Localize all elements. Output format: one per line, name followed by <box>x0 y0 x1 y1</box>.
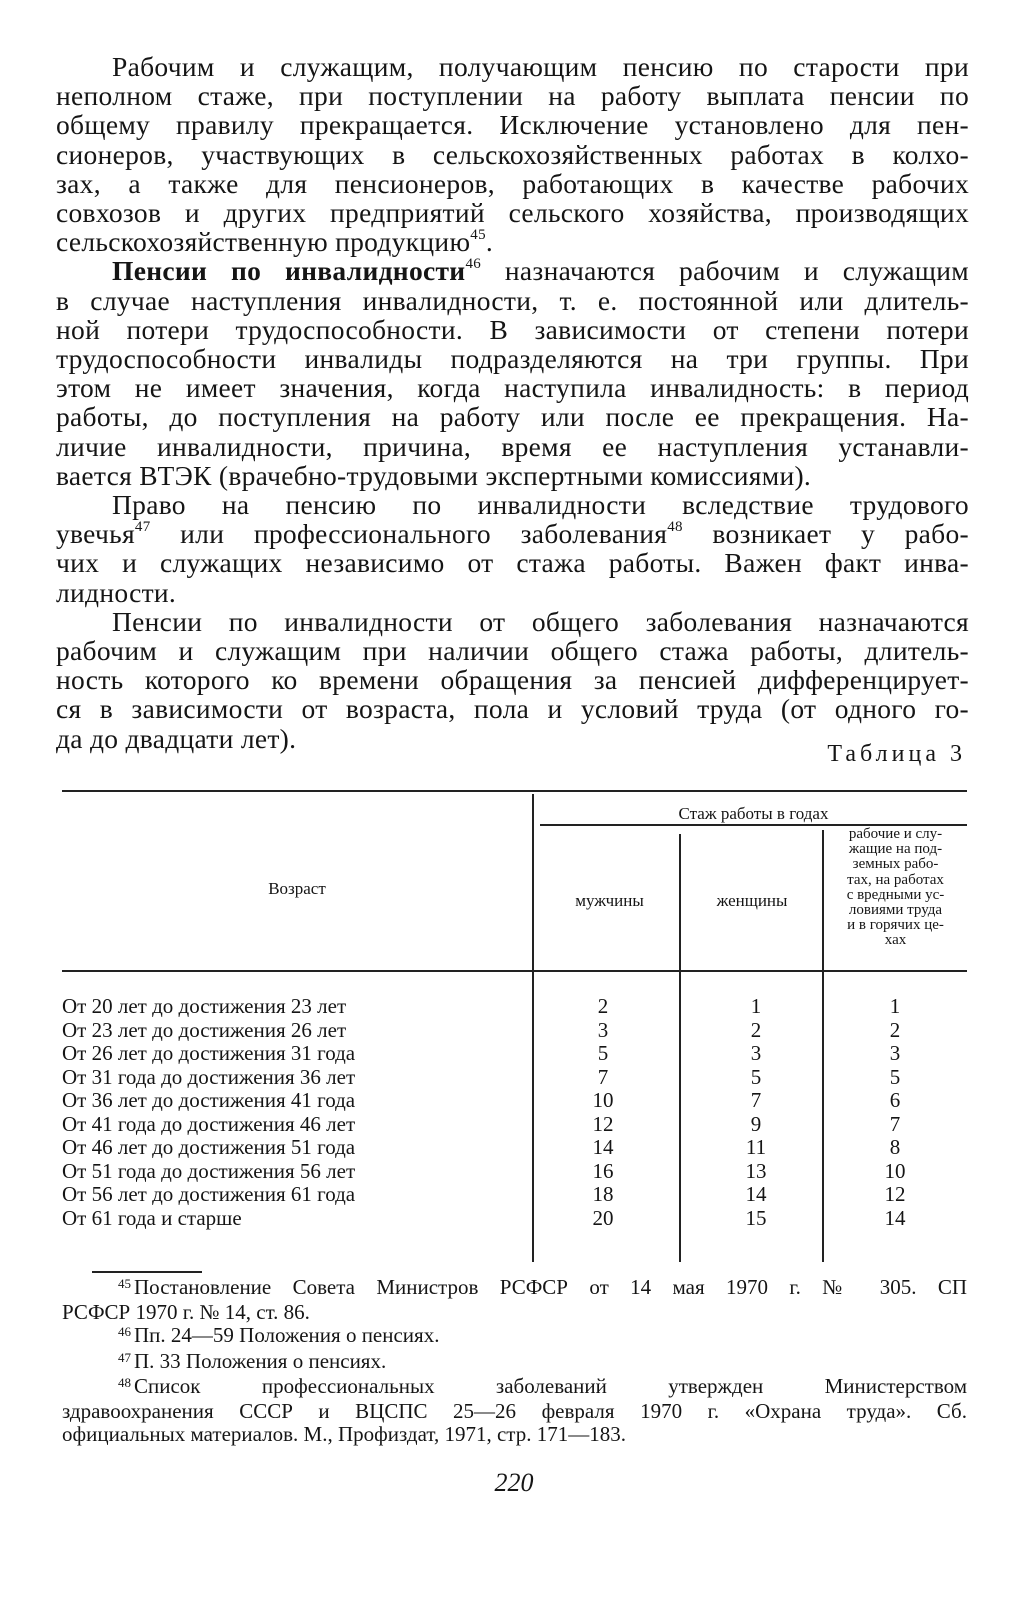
footnote-number: 46 <box>118 1324 131 1340</box>
header-special-line: жащие на под- <box>848 841 943 858</box>
text-line: чих и служащих независимо от стажа работы. Важен факт инва- <box>56 547 969 579</box>
men-cell: 10 <box>592 1088 614 1112</box>
table-row <box>62 1066 967 1090</box>
footnote-text: П. 33 Положения о пенсиях. <box>134 1348 387 1373</box>
women-cell: 5 <box>750 1064 762 1089</box>
special-cell: 12 <box>884 1182 906 1206</box>
age-cell: От 41 года до достижения 46 лет <box>62 1111 356 1136</box>
header-special-line: и в горячих це- <box>847 917 944 934</box>
special-cell: 3 <box>889 1041 901 1065</box>
text-line: трудоспособности инвалиды подразделяются на три группы. При <box>56 343 969 375</box>
pension-table <box>62 790 967 1262</box>
footnote-rule <box>92 1271 202 1273</box>
header-special-line: земных рабо- <box>852 856 939 873</box>
special-cell: 10 <box>884 1158 906 1183</box>
header-age: Возраст <box>268 879 326 898</box>
special-cell: 14 <box>884 1205 906 1230</box>
header-special-line: рабочие и слу- <box>848 826 943 842</box>
footnote-number: 47 <box>118 1349 131 1365</box>
table-row <box>62 1113 967 1137</box>
header-special-line: тах, на работах <box>847 871 944 888</box>
text-line <box>56 256 969 285</box>
text-line: рабочим и служащим при наличии общего стажа работы, длитель- <box>56 635 969 667</box>
table-row <box>62 1042 967 1066</box>
text-line: зах, а также для пенсионеров, работающих в качестве рабочих <box>56 167 969 199</box>
women-cell: 3 <box>750 1041 762 1065</box>
footnote-text: Постановление Совета Министров РСФСР от 14 мая 1970 г. № 305. СП <box>134 1275 967 1299</box>
text-span: увечья <box>56 518 135 550</box>
header-special <box>824 827 967 949</box>
men-cell: 2 <box>597 994 609 1018</box>
table-top-rule <box>62 790 967 792</box>
paragraph-4 <box>56 607 969 753</box>
text-line: ной потери трудоспособности. В зависимости от степени потери <box>56 313 969 345</box>
footnote-48 <box>62 1375 967 1400</box>
age-cell: От 46 лет до достижения 51 года <box>62 1135 356 1159</box>
footnote-line: здравоохранения СССР и ВЦСПС 25—26 февраля 1970 г. «Охрана труда». Сб. <box>62 1399 967 1424</box>
table-row <box>62 1183 967 1207</box>
age-cell: От 61 года и старше <box>62 1205 242 1230</box>
men-cell: 18 <box>592 1182 614 1206</box>
text-line: работы, до поступления на работу или после ее прекращения. На- <box>56 401 969 433</box>
women-cell: 15 <box>745 1205 767 1230</box>
age-cell: От 31 года до достижения 36 лет <box>62 1064 356 1089</box>
men-cell: 5 <box>597 1041 609 1065</box>
text-span: сельскохозяйственную продукцию <box>56 226 471 258</box>
women-cell: 7 <box>750 1088 762 1112</box>
header-bottom-rule <box>62 970 967 972</box>
footnote-ref: 45 <box>470 227 486 244</box>
age-cell: От 20 лет до достижения 23 лет <box>62 994 347 1018</box>
footnote-text: Список профессиональных заболеваний утвержден Министерством <box>134 1373 967 1398</box>
text-line <box>56 519 969 548</box>
text-line: сельскохозяйственную продукцию$^{45}$. <box>56 226 494 258</box>
women-cell: 11 <box>745 1135 767 1159</box>
text-line: ся в зависимости от возраста, пола и условий труда (от одного го- <box>56 693 969 725</box>
footnote-ref: 47 <box>134 519 151 536</box>
paragraph-2 <box>56 256 969 490</box>
paragraph-1 <box>56 52 969 256</box>
table-row <box>62 1089 967 1113</box>
text-line: ность которого ко времени обращения за пенсией дифференцирует- <box>56 664 969 696</box>
men-cell: 14 <box>592 1135 614 1159</box>
table-row <box>62 995 967 1019</box>
body-text <box>56 52 969 753</box>
footnote-number: 45 <box>118 1276 131 1291</box>
footnote-ref: 46 <box>465 256 482 273</box>
women-cell: 14 <box>745 1182 767 1206</box>
footnote-text: Пп. 24—59 Положения о пенсиях. <box>134 1323 440 1348</box>
footnote-45 <box>62 1276 967 1301</box>
text-line: личие инвалидности, причина, время ее наступления устанавли- <box>56 430 969 462</box>
header-special-line: ловиями труда <box>848 902 943 919</box>
age-cell: От 56 лет до достижения 61 года <box>62 1182 356 1206</box>
men-cell: 16 <box>592 1158 614 1183</box>
women-cell: 13 <box>745 1158 767 1183</box>
text-line: в случае наступления инвалидности, т. е. постоянной или длитель- <box>56 284 969 316</box>
special-cell: 7 <box>889 1111 901 1136</box>
men-cell: 3 <box>597 1017 609 1042</box>
text-span: или профессионального заболевания <box>150 518 668 550</box>
footnote-number: 48 <box>118 1374 131 1390</box>
paragraph-3 <box>56 490 969 607</box>
text-line: общему правилу прекращается. Исключение установлено для пен- <box>56 109 969 141</box>
table-caption: Таблица 3 <box>827 741 966 767</box>
text-span: возникает у рабо- <box>682 518 969 550</box>
special-cell: 6 <box>889 1088 901 1112</box>
special-cell: 5 <box>889 1064 901 1089</box>
header-special-line: с вредными ус- <box>846 886 945 903</box>
text-line: лидности. <box>56 576 177 608</box>
text-line: неполном стаже, при поступлении на работу выплата пенсии по <box>56 80 969 112</box>
women-cell: 1 <box>750 994 762 1018</box>
men-cell: 12 <box>592 1111 614 1136</box>
table-row <box>62 1136 967 1160</box>
footnotes <box>62 1276 967 1446</box>
text-line: этом не имеет значения, когда наступила инвалидность: в период <box>56 372 969 404</box>
text-line: совхозов и других предприятий сельского хозяйства, производящих <box>56 197 969 229</box>
page-number: 220 <box>494 1468 534 1497</box>
text-line: да до двадцати лет). <box>56 722 297 754</box>
women-cell: 2 <box>750 1017 762 1042</box>
men-cell: 20 <box>592 1205 614 1230</box>
text-span: назначаются рабочим и служащим <box>504 255 969 287</box>
text-line: Право на пенсию по инвалидности вследствие трудового <box>112 489 969 521</box>
age-cell: От 51 года до достижения 56 лет <box>62 1158 356 1183</box>
footnote-line: официальных материалов. М., Профиздат, 1971, стр. 171—183. <box>62 1422 626 1447</box>
table-row <box>62 1019 967 1043</box>
age-cell: От 26 лет до достижения 31 года <box>62 1041 356 1065</box>
text-line: вается ВТЭК (врачебно-трудовыми экспертными комиссиями). <box>56 459 812 491</box>
bold-term: Пенсии по инвалидности <box>112 255 466 287</box>
special-cell: 2 <box>889 1017 901 1042</box>
footnote-47 <box>62 1350 967 1375</box>
text-line: сионеров, участвующих в сельскохозяйственных работах в колхо- <box>56 138 969 170</box>
header-men: мужчины <box>575 891 644 910</box>
footnote-ref: 48 <box>667 519 683 536</box>
men-cell: 7 <box>597 1064 609 1089</box>
age-cell: От 23 лет до достижения 26 лет <box>62 1017 347 1042</box>
footnote-46 <box>62 1324 967 1349</box>
table-row <box>62 1160 967 1184</box>
age-cell: От 36 лет до достижения 41 года <box>62 1088 356 1112</box>
header-group: Стаж работы в годах <box>678 804 829 823</box>
header-special-line: хах <box>884 932 907 949</box>
header-women: женщины <box>716 891 788 910</box>
footnote-line: РСФСР 1970 г. № 14, ст. 86. <box>62 1300 310 1325</box>
special-cell: 8 <box>889 1135 901 1159</box>
text-line: Рабочим и служащим, получающим пенсию по старости при <box>112 51 969 82</box>
women-cell: 9 <box>750 1111 762 1136</box>
table-row <box>62 1207 967 1231</box>
text-line: Пенсии по инвалидности от общего заболевания назначаются <box>112 605 969 637</box>
special-cell: 1 <box>889 994 901 1018</box>
